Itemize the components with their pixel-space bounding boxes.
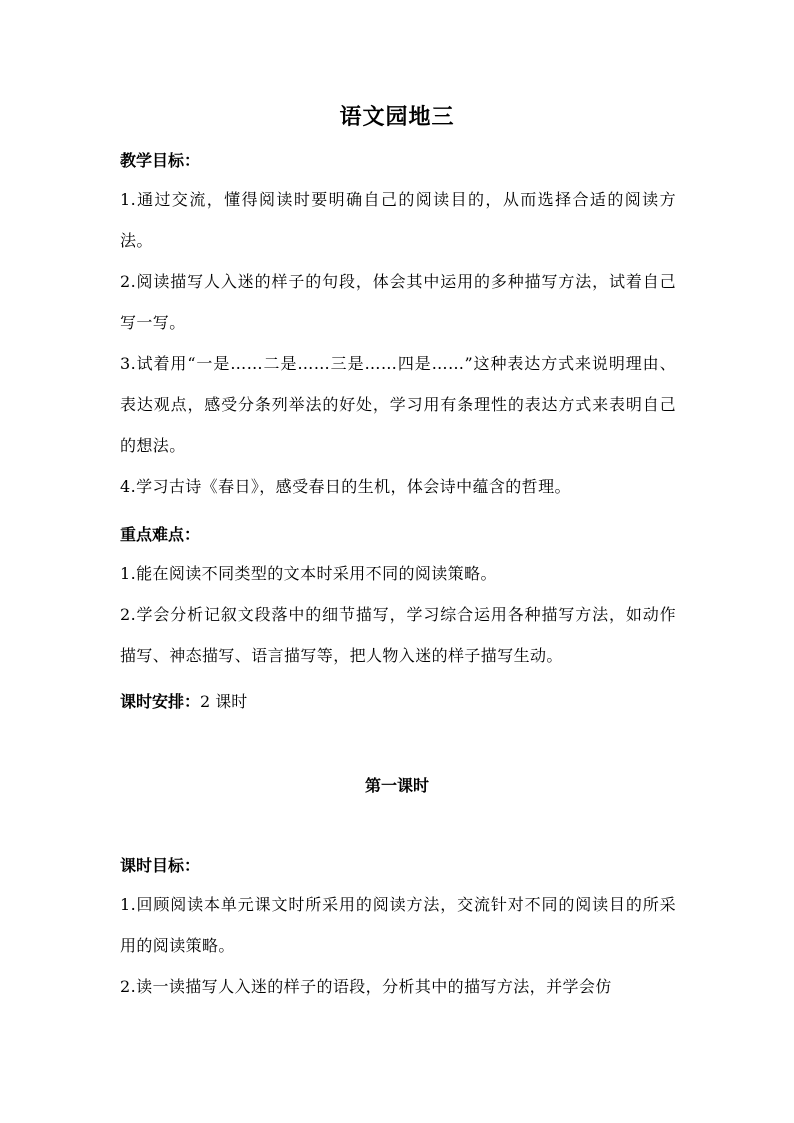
schedule-label: 课时安排：: [120, 692, 201, 711]
teaching-goal-1: 1.通过交流，懂得阅读时要明确自己的阅读目的，从而选择合适的阅读方法。: [120, 190, 676, 250]
lesson-one-title: 第一课时: [364, 776, 429, 795]
teaching-goal-3: 3.试着用“一是……二是……三是……四是……”这种表达方式来说明理由、表达观点，感受分条列举法的好处，学习用有条理性的表达方式来表明自己的想法。: [120, 354, 676, 455]
key-point-2: 2.学会分析记叙文段落中的细节描写，学习综合运用各种描写方法，如动作描写、神态描写、语言描写等，把人物入迷的样子描写生动。: [120, 605, 676, 665]
schedule-line: [120, 689, 247, 712]
key-points-heading: 重点难点：: [120, 525, 201, 544]
teaching-goals-heading: 教学目标：: [120, 151, 201, 170]
lesson-goal-1: 1.回顾阅读本单元课文时所采用的阅读方法，交流针对不同的阅读目的所采用的阅读策略。: [120, 895, 676, 955]
lesson-goals-heading: 课时目标：: [120, 856, 201, 875]
teaching-goal-2: 2.阅读描写人入迷的样子的句段，体会其中运用的多种描写方法，试着自己写一写。: [120, 272, 676, 332]
lesson-goal-2: 2.读一读描写人入迷的样子的语段，分析其中的描写方法，并学会仿: [120, 977, 612, 996]
key-point-1: 1.能在阅读不同类型的文本时采用不同的阅读策略。: [120, 564, 497, 583]
teaching-goal-4: 4.学习古诗《春日》，感受春日的生机，体会诗中蕴含的哲理。: [120, 477, 571, 496]
schedule-value: 2 课时: [200, 692, 248, 711]
document-title: 语文园地三: [339, 104, 455, 130]
